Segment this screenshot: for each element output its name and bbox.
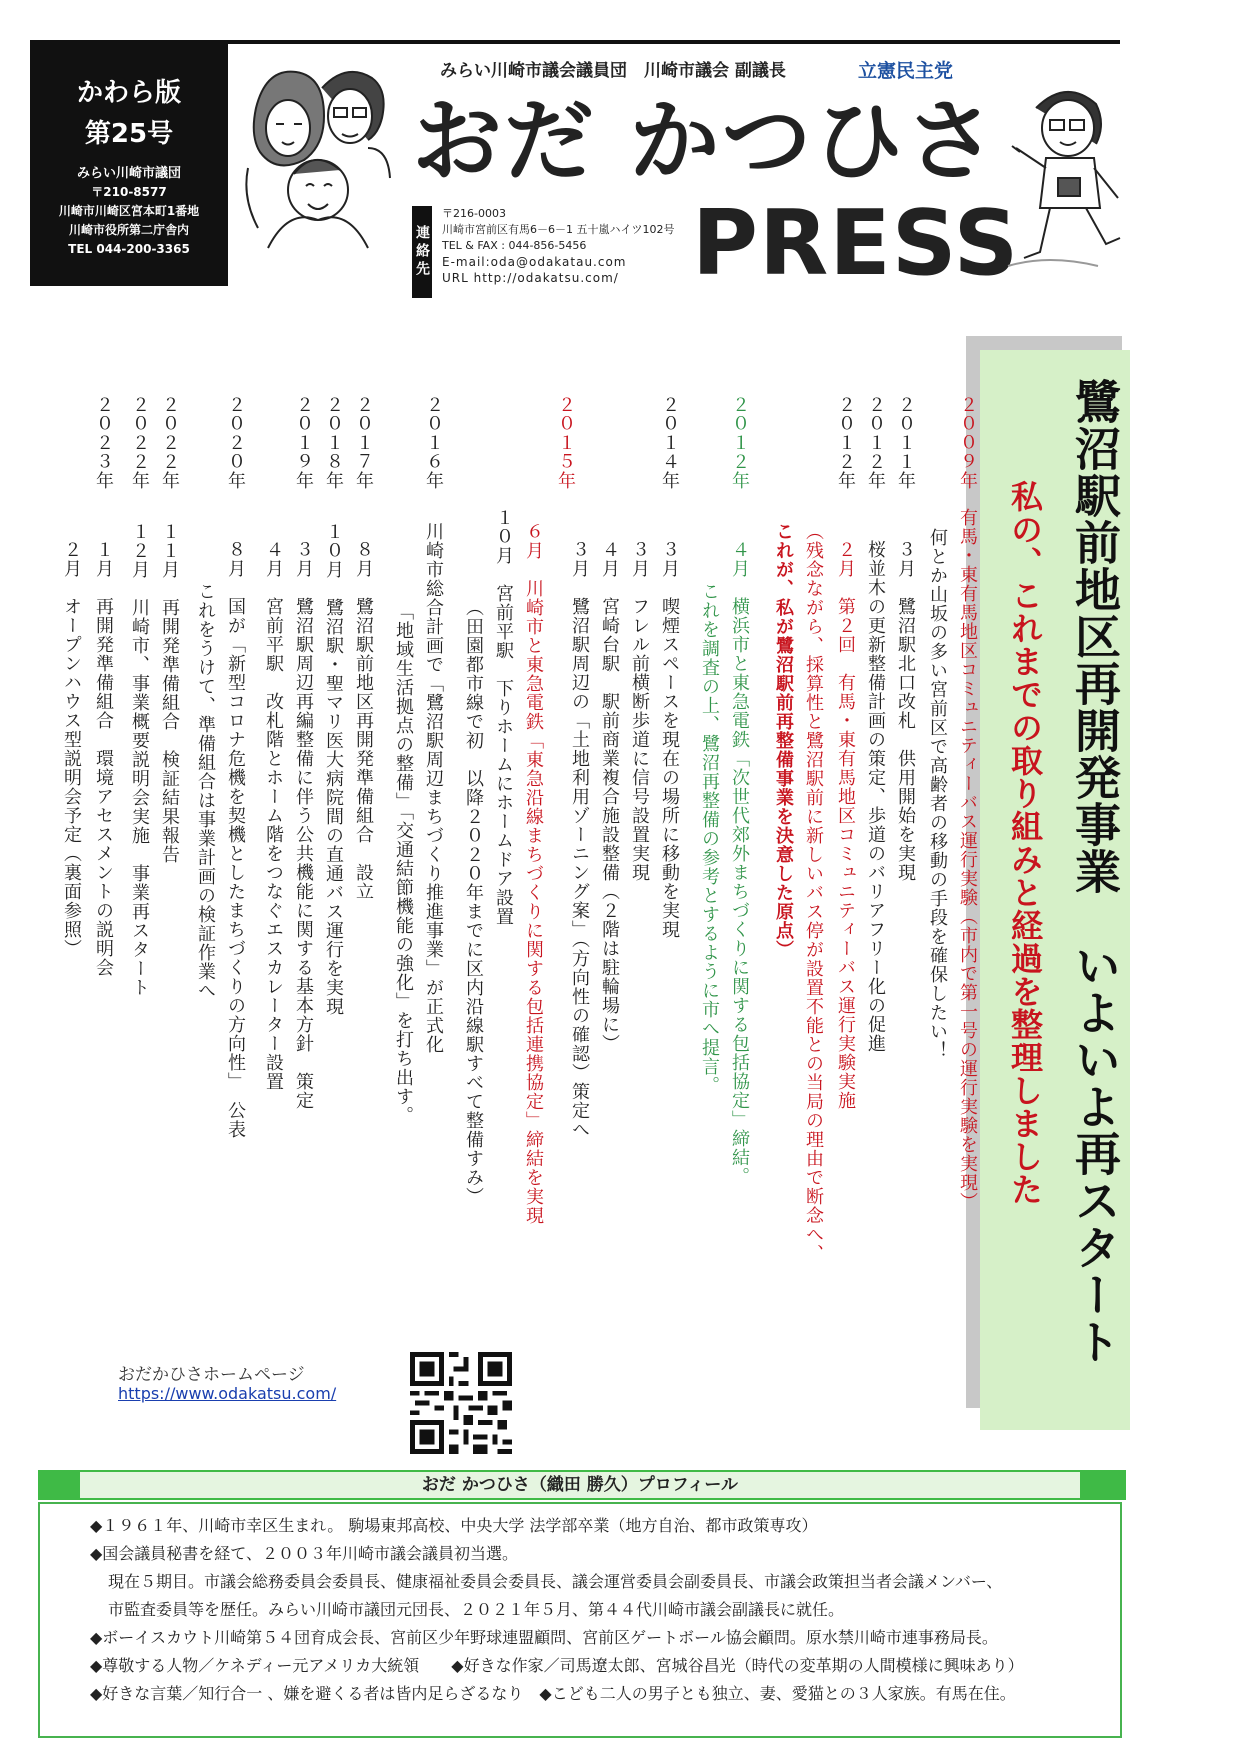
profile-line: ◆国会議員秘書を経て、２００３年川崎市議会議員初当選。 <box>90 1544 518 1563</box>
header-subtitle: みらい川崎市議会議員団 川崎市議会 副議長 <box>440 61 786 81</box>
timeline-line: １１月 再開発準備組合 検証結果報告 <box>159 522 180 864</box>
timeline-line: ３月 鷺沼駅周辺の「土地利用ゾーニング案」（方向性の確認）策定へ <box>569 540 590 1139</box>
main-title: 鷺沼駅前地区再開発事業 いよいよ再スタート <box>1068 378 1122 1365</box>
timeline-line: 有馬・東有馬地区コミュニティーバス運行実験（市内で第一号の運行実験を実現） <box>957 508 978 1211</box>
profile-line: ◆好きな言葉／知行合一 、嫌を避くる者は皆内足らざるなり ◆こども二人の男子とも独立、妻、愛猫との３人家族。有馬在住。 <box>90 1684 1016 1703</box>
homepage-link[interactable]: https://www.odakatsu.com/ <box>118 1384 337 1403</box>
homepage-label: おだかひさホームページ <box>118 1365 305 1385</box>
contact-postal: 〒216-0003 <box>442 207 506 220</box>
timeline-line: ３月 フレル前横断歩道に信号設置実現 <box>629 540 650 882</box>
timeline-year: ２０１９年 <box>293 395 314 490</box>
org-name: みらい川崎市議団 <box>76 166 181 181</box>
timeline-line: ３月 喫煙スペースを現在の場所に移動を実現 <box>659 540 680 939</box>
timeline-year: ２０２０年 <box>225 395 246 490</box>
timeline-year: ２０１６年 <box>423 395 444 490</box>
contact-label: 連絡先 <box>412 206 432 298</box>
contact-url[interactable]: URL http://odakatsu.com/ <box>442 271 619 285</box>
timeline-year: ２０２２年 <box>129 395 150 490</box>
contact-email[interactable]: E-mail:oda@odakatau.com <box>442 255 627 269</box>
timeline-line: ３月 鷺沼駅北口改札 供用開始を実現 <box>895 540 916 882</box>
timeline-year: ２０１２年 <box>729 395 750 490</box>
org-tel: TEL 044-200-3365 <box>68 242 190 256</box>
timeline-line: １０月 宮前平駅 下りホームにホームドア設置 <box>493 508 514 926</box>
timeline-line: ４月 横浜市と東急電鉄「次世代郊外まちづくりに関する包括協定」締結。 <box>729 540 750 1186</box>
sub-title: 私の、これまでの取り組みと経過を整理しました <box>1006 480 1044 1206</box>
contact-address: 川崎市宮前区有馬6－6－1 五十嵐ハイツ102号 <box>442 223 675 236</box>
profile-line: ◆１９６１年、川崎市幸区生まれ。 駒場東邦高校、中央大学 法学部卒業（地方自治、都市政策専攻） <box>90 1516 818 1535</box>
profile-text <box>90 1512 1024 1708</box>
timeline-line: ２月 オープンハウス型説明会予定（裏面参照） <box>61 540 82 958</box>
timeline-line: １月 再開発準備組合 環境アセスメントの説明会 <box>93 540 114 977</box>
timeline-year: ２０２３年 <box>93 395 114 490</box>
timeline-line: １０月 鷺沼駅・聖マリ医大病院間の直通バス運行を実現 <box>323 522 344 1016</box>
timeline-line: （田園都市線で初 以降２０２０年までに区内沿線駅すべて整備すみ） <box>463 598 484 1206</box>
timeline-year: ２０１２年 <box>865 395 886 490</box>
header-press: PRESS <box>692 191 1020 296</box>
profile-line: 市監査委員等を歴任。みらい川崎市議団元団長、２０２１年５月、第４４代川崎市議会副議長に就任。 <box>108 1600 845 1619</box>
header-name: おだ かつひさ <box>412 89 998 194</box>
timeline-year: ２０１４年 <box>659 395 680 490</box>
timeline-year: ２００９年 <box>957 395 978 490</box>
timeline-line: これが、私が鷺沼駅前再整備事業を決意した原点） <box>773 522 794 959</box>
org-address1: 川崎市川崎区宮本町1番地 <box>58 204 200 218</box>
timeline-line: ８月 国が「新型コロナ危機を契機としたまちづくりの方向性」 公表 <box>225 540 246 1139</box>
timeline-line: ３月 鷺沼駅周辺再編整備に伴う公共機能に関する基本方針 策定 <box>293 540 314 1110</box>
edition-label: かわら版 <box>76 78 181 108</box>
profile-title: おだ かつひさ（織田 勝久）プロフィール <box>421 1475 739 1495</box>
timeline-year: ２０１２年 <box>835 395 856 490</box>
timeline-line: これを調査の上、鷺沼再整備の参考とするように市へ提言。 <box>699 582 720 1095</box>
profile-line: ◆ボーイスカウト川崎第５４団育成会長、宮前区少年野球連盟顧問、宮前区ゲートボール協会顧問。原水禁川崎市連事務局長。 <box>90 1628 998 1647</box>
profile-line: 現在５期目。市議会総務委員会委員長、健康福祉委員会委員長、議会運営委員会副委員長、市議会政策担当者会議メンバー、 <box>108 1572 1003 1591</box>
timeline-line: これをうけて、準備組合は事業計画の検証作業へ <box>195 582 216 1000</box>
timeline-year: ２０１１年 <box>895 395 916 490</box>
timeline-line: 桜並木の更新整備計画の策定、歩道のバリアフリー化の促進 <box>865 540 886 1053</box>
timeline-year: ２０１８年 <box>323 395 344 490</box>
timeline-line: 「地域生活拠点の整備」「交通結節機能の強化」を打ち出す。 <box>393 602 414 1125</box>
timeline-year: ２０２２年 <box>159 395 180 490</box>
timeline-year: ２０１５年 <box>555 395 576 490</box>
profile-line: ◆尊敬する人物／ケネディー元アメリカ大統領 ◆好きな作家／司馬遼太郎、宮城谷昌光（時代の変革期の人間模様に興味あり） <box>90 1656 1024 1675</box>
qr-code[interactable] <box>410 1352 512 1454</box>
timeline-line: （残念ながら、採算性と鷺沼駅前に新しいバス停が設置不能との当局の理由で断念へ、 <box>803 522 824 1263</box>
org-address2: 川崎市役所第二庁舎内 <box>68 223 189 237</box>
timeline-line: ４月 宮崎台駅 駅前商業複合施設整備（２階は駐輪場に） <box>599 540 620 1053</box>
timeline-year: ２０１７年 <box>353 395 374 490</box>
timeline-line: ４月 宮前平駅 改札階とホーム階をつなぐエスカレーター設置 <box>263 540 284 1091</box>
timeline-line: ２月 第２回 有馬・東有馬地区コミュニティーバス運行実験実施 <box>835 540 856 1110</box>
org-postal: 〒210-8577 <box>91 185 167 199</box>
issue-number: 第25号 <box>84 119 174 149</box>
contact-tel: TEL & FAX : 044-856-5456 <box>442 239 587 252</box>
timeline-line: 何とか山坂の多い宮前区で高齢者の移動の手段を確保したい！ <box>927 528 948 1060</box>
timeline-line: ６月 川崎市と東急電鉄「東急沿線まちづくりに関する包括連携協定」締結を実現 <box>523 522 544 1225</box>
timeline-line: ８月 鷺沼駅前地区再開発準備組合 設立 <box>353 540 374 901</box>
timeline-line: １２月 川崎市、事業概要説明会実施 事業再スタート <box>129 522 150 997</box>
party-logo: 立憲民主党 <box>858 60 954 82</box>
timeline-line: 川崎市総合計画で「鷺沼駅周辺まちづくり推進事業」が正式化 <box>423 522 444 1054</box>
